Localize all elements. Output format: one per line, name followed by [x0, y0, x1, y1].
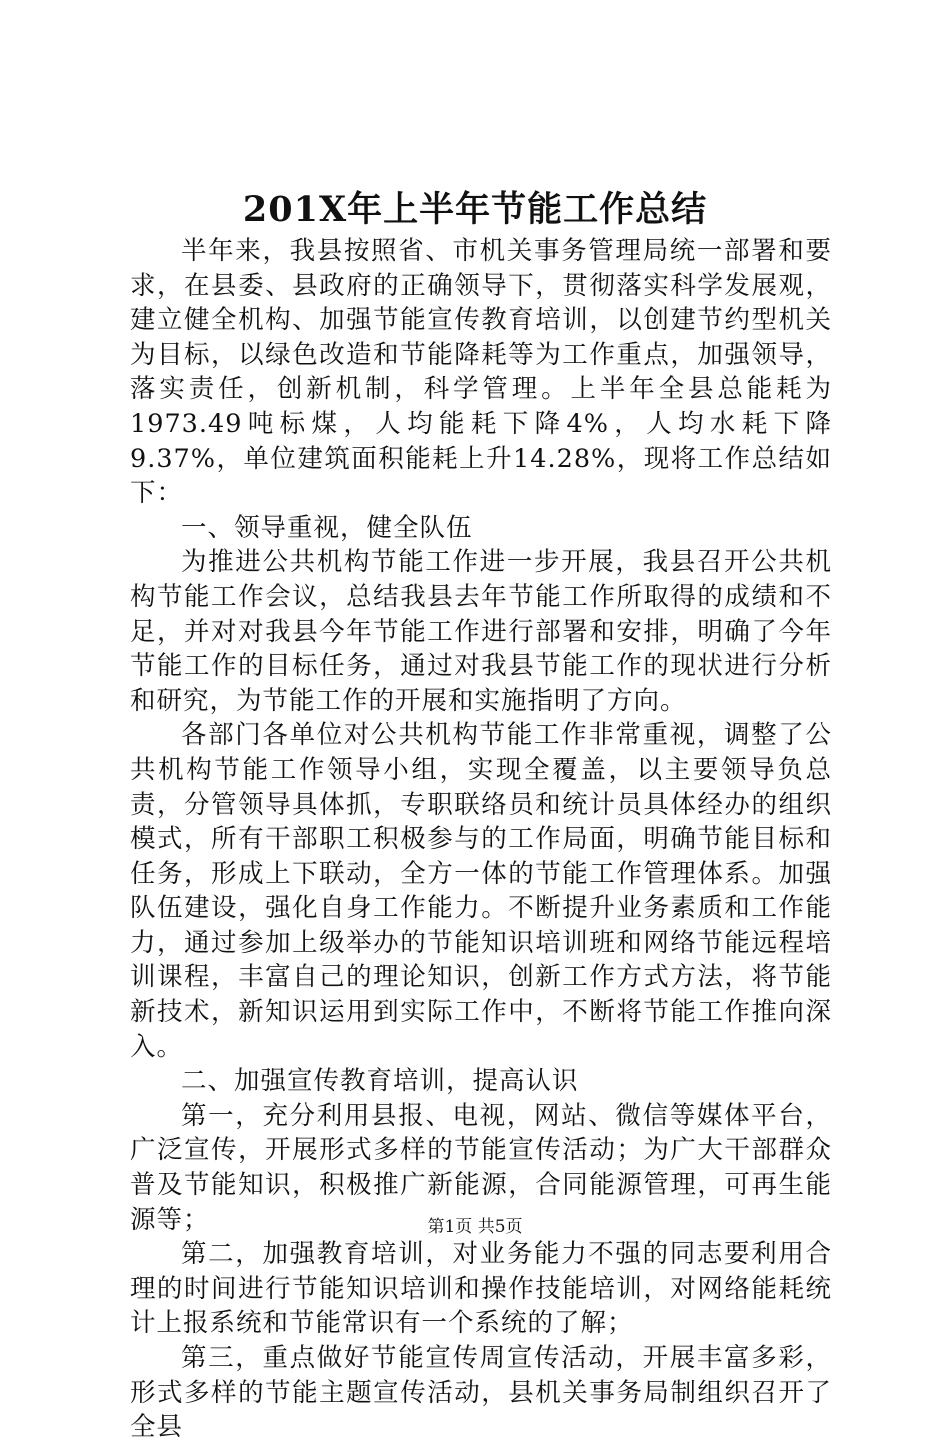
page-footer: 第1页 共5页	[427, 1217, 523, 1237]
document-body	[130, 234, 832, 1445]
body-paragraph: 第三，重点做好节能宣传周宣传活动，开展丰富多彩，形式多样的节能主题宣传活动，县机关事务局制组织召开了全县	[130, 1343, 832, 1443]
body-paragraph: 为推进公共机构节能工作进一步开展，我县召开公共机构节能工作会议，总结我县去年节能工作所取得的成绩和不足，并对对我县今年节能工作进行部署和安排，明确了今年节能工作的目标任务，通过对我县节能工作的现状进行分析和研究，为节能工作的开展和实施指明了方向。	[130, 547, 832, 716]
body-paragraph: 各部门各单位对公共机构节能工作非常重视，调整了公共机构节能工作领导小组，实现全覆盖，以主要领导负总责，分管领导具体抓，专职联络员和统计员具体经办的组织模式，所有干部职工积极参与的工作局面，明确节能目标和任务，形成上下联动，全方一体的节能工作管理体系。加强队伍建设，强化自身工作能力。不断提升业务素质和工作能力，通过参加上级举办的节能知识培训班和网络节能远程培训课程，丰富自己的理论知识，创新工作方式方法，将节能新技术，新知识运用到实际工作中，不断将节能工作推向深入。	[130, 720, 832, 1062]
section-heading-1: 一、领导重视，健全队伍	[181, 512, 473, 543]
section-heading-2: 二、加强宣传教育培训，提高认识	[181, 1066, 579, 1097]
intro-paragraph: 半年来，我县按照省、市机关事务管理局统一部署和要求，在县委、县政府的正确领导下，贯彻落实科学发展观，建立健全机构、加强节能宣传教育培训，以创建节约型机关为目标，以绿色改造和节能降耗等为工作重点，加强领导，落实责任，创新机制，科学管理。上半年全县总能耗为1973.49吨标煤，人均能耗下降4%，人均水耗下降9.37%，单位建筑面积能耗上升14.28%，现将工作总结如下：	[130, 236, 832, 509]
body-paragraph: 第二，加强教育培训，对业务能力不强的同志要利用合理的时间进行节能知识培训和操作技能培训，对网络能耗统计上报系统和节能常识有一个系统的了解；	[130, 1239, 832, 1339]
body-paragraph: 第一，充分利用县报、电视，网站、微信等媒体平台，广泛宣传，开展形式多样的节能宣传活动；为广大干部群众普及节能知识，积极推广新能源，合同能源管理，可再生能源等；	[130, 1100, 832, 1235]
document-title: 201X年上半年节能工作总结	[242, 189, 708, 230]
